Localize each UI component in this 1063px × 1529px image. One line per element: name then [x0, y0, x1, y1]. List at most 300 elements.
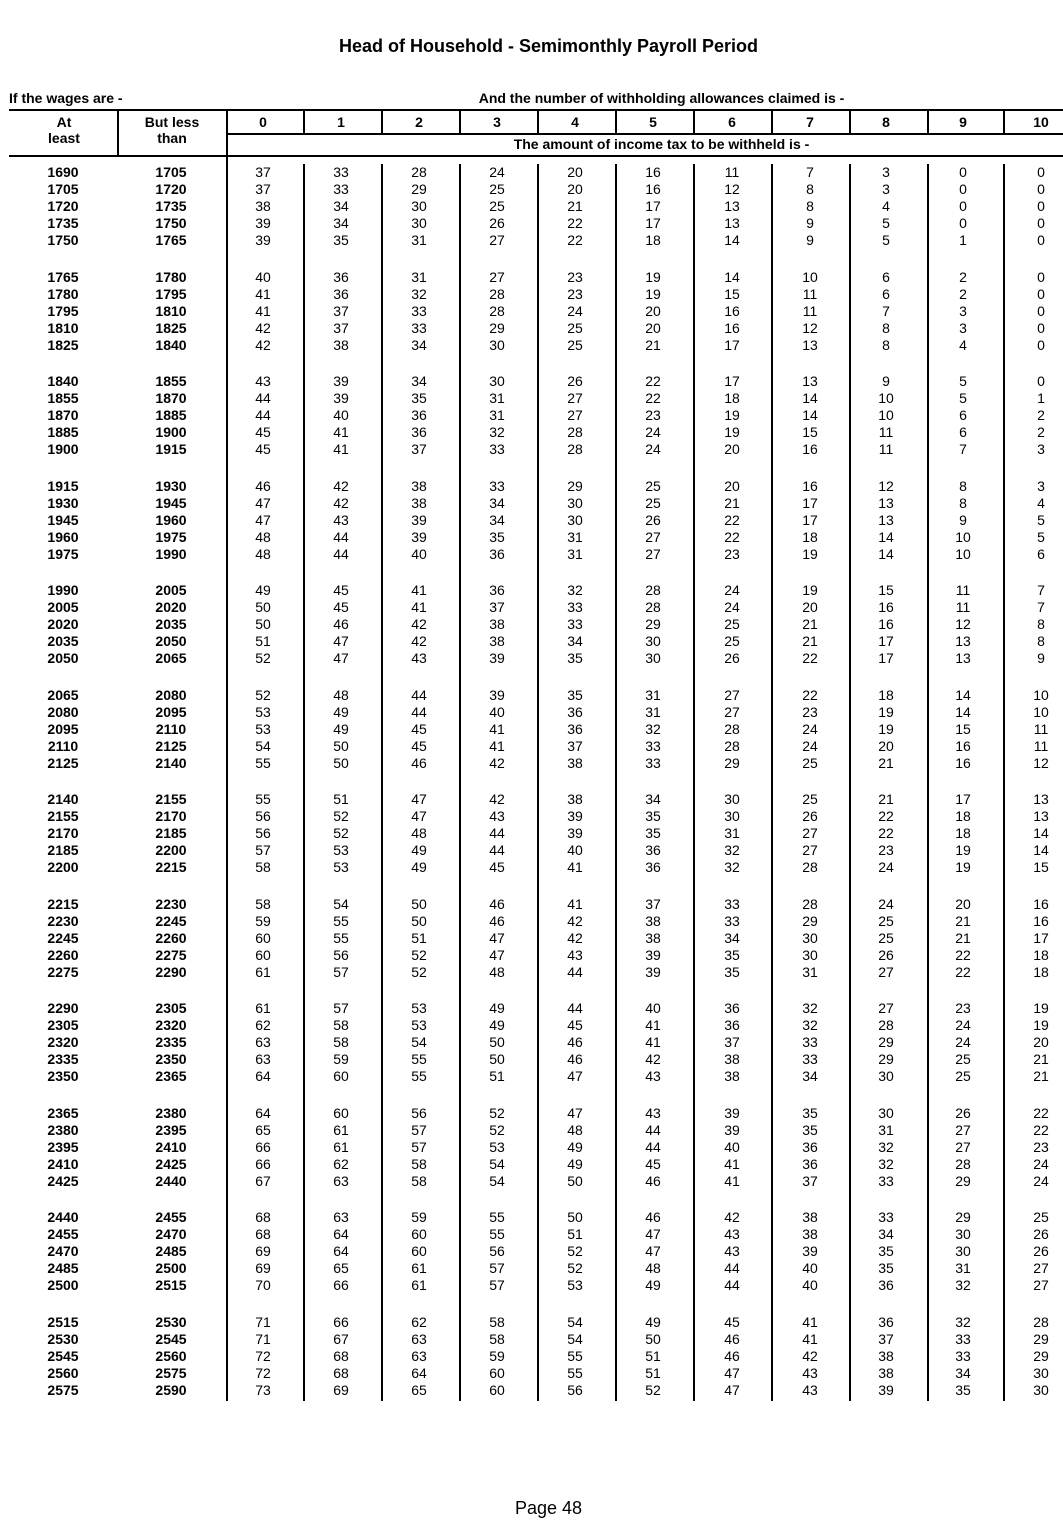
tax-cell: 12 [878, 477, 894, 494]
tax-cell: 38 [645, 912, 661, 929]
tax-cell: 34 [489, 494, 505, 511]
tax-cell: 36 [489, 545, 505, 562]
tax-cell: 34 [411, 336, 427, 353]
tax-cell: 11 [1033, 737, 1049, 754]
tax-cell: 41 [567, 859, 583, 876]
tax-cell: 47 [645, 1243, 661, 1260]
column-rule [117, 111, 119, 155]
tax-cell: 51 [411, 929, 427, 946]
tax-cell: 44 [411, 703, 427, 720]
tax-cell: 37 [333, 302, 349, 319]
tax-cell: 27 [567, 407, 583, 424]
tax-cell: 41 [411, 599, 427, 616]
tax-cell: 35 [802, 1121, 818, 1138]
tax-cell: 5 [1037, 511, 1045, 528]
at-least-cell: 2530 [47, 1330, 79, 1347]
but-less-cell: 2560 [155, 1347, 187, 1364]
tax-cell: 43 [802, 1364, 818, 1381]
tax-cell: 29 [411, 181, 427, 198]
header-column-rule [381, 111, 383, 133]
tax-cell: 25 [724, 633, 740, 650]
but-less-cell: 2545 [155, 1330, 187, 1347]
tax-cell: 42 [489, 791, 505, 807]
tax-cell: 29 [645, 616, 661, 633]
tax-cell: 53 [489, 1138, 505, 1155]
at-least-line2: least [48, 130, 80, 146]
tax-cell: 45 [411, 720, 427, 737]
tax-cell: 20 [724, 441, 740, 458]
tax-cell: 58 [411, 1172, 427, 1189]
tax-cell: 39 [255, 232, 271, 249]
tax-cell: 24 [878, 895, 894, 912]
at-least-cell: 2215 [47, 895, 79, 912]
at-least-cell: 2110 [47, 737, 79, 754]
tax-cell: 36 [724, 1017, 740, 1034]
tax-cell: 24 [645, 441, 661, 458]
tax-cell: 19 [1033, 1017, 1049, 1034]
at-least-cell: 2095 [47, 720, 79, 737]
tax-cell: 30 [1033, 1364, 1049, 1381]
but-less-cell: 1810 [155, 302, 187, 319]
tax-cell: 19 [645, 268, 661, 285]
tax-cell: 47 [411, 808, 427, 825]
tax-cell: 6 [1037, 545, 1045, 562]
tax-cell: 15 [878, 582, 894, 598]
at-least-cell: 1840 [47, 373, 79, 389]
tax-cell: 33 [567, 616, 583, 633]
tax-cell: 39 [489, 686, 505, 703]
tax-cell: 59 [489, 1347, 505, 1364]
tax-cell: 31 [802, 963, 818, 980]
tax-cell: 52 [567, 1260, 583, 1277]
tax-cell: 25 [489, 181, 505, 198]
tax-cell: 24 [489, 164, 505, 180]
header-column-rule [1003, 111, 1005, 133]
tax-cell: 32 [489, 424, 505, 441]
tax-cell: 36 [645, 842, 661, 859]
tax-cell: 46 [255, 477, 271, 494]
but-less-cell: 2335 [155, 1034, 187, 1051]
tax-cell: 47 [333, 650, 349, 667]
tax-cell: 37 [255, 164, 271, 180]
header-column-rule [771, 111, 773, 133]
tax-cell: 59 [255, 912, 271, 929]
but-less-cell: 1960 [155, 511, 187, 528]
tax-cell: 0 [1037, 198, 1045, 215]
tax-cell: 34 [411, 373, 427, 389]
tax-cell: 21 [878, 791, 894, 807]
tax-cell: 57 [489, 1260, 505, 1277]
tax-cell: 23 [645, 407, 661, 424]
but-less-cell: 1735 [155, 198, 187, 215]
tax-cell: 18 [1033, 963, 1049, 980]
but-less-cell: 2500 [155, 1260, 187, 1277]
tax-cell: 30 [645, 633, 661, 650]
tax-cell: 13 [724, 215, 740, 232]
tax-cell: 13 [724, 198, 740, 215]
tax-cell: 1 [959, 232, 967, 249]
tax-cell: 36 [878, 1313, 894, 1330]
tax-cell: 34 [333, 215, 349, 232]
but-less-cell: 2485 [155, 1243, 187, 1260]
but-less-cell: 2290 [155, 963, 187, 980]
tax-cell: 41 [645, 1017, 661, 1034]
tax-cell: 36 [333, 285, 349, 302]
tax-cell: 52 [255, 686, 271, 703]
tax-cell: 51 [567, 1226, 583, 1243]
tax-cell: 18 [955, 808, 971, 825]
tax-cell: 28 [724, 720, 740, 737]
tax-cell: 53 [567, 1277, 583, 1294]
tax-cell: 54 [489, 1155, 505, 1172]
tax-cell: 13 [955, 633, 971, 650]
tax-cell: 17 [802, 494, 818, 511]
tax-cell: 24 [724, 582, 740, 598]
tax-cell: 28 [802, 859, 818, 876]
tax-cell: 0 [959, 198, 967, 215]
but-less-cell: 2365 [155, 1068, 187, 1085]
tax-cell: 44 [333, 528, 349, 545]
tax-cell: 25 [567, 319, 583, 336]
tax-cell: 39 [411, 528, 427, 545]
tax-cell: 19 [802, 582, 818, 598]
but-less-cell: 1840 [155, 336, 187, 353]
tax-cell: 25 [802, 791, 818, 807]
tax-cell: 27 [724, 686, 740, 703]
at-least-cell: 2290 [47, 1000, 79, 1016]
tax-cell: 43 [645, 1104, 661, 1121]
tax-cell: 7 [806, 164, 814, 180]
tax-cell: 30 [1033, 1381, 1049, 1398]
tax-cell: 23 [567, 268, 583, 285]
tax-cell: 36 [411, 407, 427, 424]
tax-cell: 39 [567, 808, 583, 825]
tax-cell: 38 [802, 1209, 818, 1225]
table-header-bottom-rule [9, 155, 1063, 157]
tax-cell: 9 [882, 373, 890, 389]
tax-cell: 10 [1033, 686, 1049, 703]
tax-cell: 14 [724, 232, 740, 249]
tax-cell: 6 [882, 268, 890, 285]
allowance-col-header: 8 [882, 114, 890, 130]
tax-cell: 21 [878, 754, 894, 771]
tax-cell: 0 [1037, 268, 1045, 285]
at-least-cell: 1735 [47, 215, 79, 232]
tax-cell: 50 [489, 1034, 505, 1051]
tax-cell: 50 [255, 599, 271, 616]
tax-cell: 64 [333, 1226, 349, 1243]
but-less-cell: 2515 [155, 1277, 187, 1294]
at-least-cell: 1720 [47, 198, 79, 215]
tax-cell: 38 [411, 477, 427, 494]
tax-cell: 35 [567, 686, 583, 703]
tax-cell: 9 [959, 511, 967, 528]
at-least-cell: 2485 [47, 1260, 79, 1277]
tax-cell: 0 [959, 164, 967, 180]
tax-cell: 30 [489, 373, 505, 389]
tax-cell: 35 [724, 946, 740, 963]
tax-cell: 38 [411, 494, 427, 511]
tax-cell: 16 [878, 599, 894, 616]
tax-cell: 43 [724, 1226, 740, 1243]
tax-cell: 52 [411, 963, 427, 980]
tax-cell: 9 [1037, 650, 1045, 667]
tax-cell: 38 [489, 633, 505, 650]
tax-cell: 69 [333, 1381, 349, 1398]
tax-cell: 8 [1037, 616, 1045, 633]
tax-cell: 30 [567, 494, 583, 511]
but-less-cell: 1915 [155, 441, 187, 458]
at-least-cell: 1990 [47, 582, 79, 598]
tax-cell: 44 [255, 390, 271, 407]
at-least-cell: 2350 [47, 1068, 79, 1085]
tax-cell: 47 [567, 1104, 583, 1121]
at-least-cell: 2470 [47, 1243, 79, 1260]
at-least-cell: 1780 [47, 285, 79, 302]
at-least-cell: 2230 [47, 912, 79, 929]
tax-cell: 25 [878, 912, 894, 929]
tax-cell: 50 [567, 1209, 583, 1225]
tax-cell: 64 [333, 1243, 349, 1260]
tax-cell: 49 [411, 842, 427, 859]
tax-cell: 41 [411, 582, 427, 598]
tax-cell: 16 [645, 181, 661, 198]
tax-cell: 49 [567, 1138, 583, 1155]
but-less-cell: 2305 [155, 1000, 187, 1016]
tax-cell: 36 [645, 859, 661, 876]
tax-cell: 28 [645, 582, 661, 598]
tax-cell: 58 [255, 895, 271, 912]
tax-cell: 50 [645, 1330, 661, 1347]
tax-cell: 39 [489, 650, 505, 667]
tax-cell: 18 [955, 825, 971, 842]
tax-cell: 32 [411, 285, 427, 302]
tax-cell: 27 [645, 545, 661, 562]
tax-cell: 14 [724, 268, 740, 285]
tax-cell: 66 [333, 1313, 349, 1330]
tax-cell: 20 [955, 895, 971, 912]
tax-cell: 66 [255, 1155, 271, 1172]
tax-cell: 53 [255, 720, 271, 737]
tax-cell: 27 [489, 232, 505, 249]
tax-cell: 2 [1037, 424, 1045, 441]
tax-cell: 51 [255, 633, 271, 650]
but-less-cell: 1750 [155, 215, 187, 232]
tax-cell: 52 [255, 650, 271, 667]
but-less-cell: 2035 [155, 616, 187, 633]
tax-cell: 27 [802, 842, 818, 859]
at-least-cell: 2260 [47, 946, 79, 963]
tax-cell: 34 [955, 1364, 971, 1381]
tax-cell: 3 [882, 164, 890, 180]
tax-cell: 27 [645, 528, 661, 545]
tax-cell: 7 [959, 441, 967, 458]
tax-cell: 46 [724, 1347, 740, 1364]
tax-cell: 36 [567, 720, 583, 737]
tax-cell: 37 [567, 737, 583, 754]
tax-cell: 28 [724, 737, 740, 754]
tax-cell: 35 [955, 1381, 971, 1398]
tax-cell: 8 [959, 477, 967, 494]
tax-cell: 10 [1033, 703, 1049, 720]
tax-cell: 25 [567, 336, 583, 353]
tax-cell: 59 [333, 1051, 349, 1068]
column-header-at-least [9, 114, 119, 146]
tax-cell: 30 [955, 1243, 971, 1260]
tax-cell: 28 [955, 1155, 971, 1172]
tax-cell: 44 [255, 407, 271, 424]
tax-cell: 45 [489, 859, 505, 876]
tax-cell: 25 [645, 477, 661, 494]
tax-cell: 45 [645, 1155, 661, 1172]
tax-cell: 27 [802, 825, 818, 842]
tax-cell: 35 [567, 650, 583, 667]
tax-cell: 47 [645, 1226, 661, 1243]
tax-cell: 34 [489, 511, 505, 528]
tax-cell: 3 [882, 181, 890, 198]
tax-cell: 48 [489, 963, 505, 980]
tax-cell: 41 [489, 737, 505, 754]
tax-cell: 46 [645, 1172, 661, 1189]
tax-cell: 18 [645, 232, 661, 249]
tax-cell: 22 [878, 825, 894, 842]
tax-cell: 22 [567, 232, 583, 249]
allowance-col-header: 9 [959, 114, 967, 130]
tax-cell: 61 [333, 1121, 349, 1138]
tax-cell: 48 [645, 1260, 661, 1277]
tax-cell: 29 [489, 319, 505, 336]
tax-cell: 11 [878, 424, 894, 441]
tax-cell: 70 [255, 1277, 271, 1294]
but-less-cell: 1765 [155, 232, 187, 249]
tax-cell: 66 [333, 1277, 349, 1294]
tax-cell: 50 [411, 895, 427, 912]
column-rule [459, 164, 461, 1401]
tax-cell: 30 [724, 791, 740, 807]
tax-cell: 41 [802, 1330, 818, 1347]
tax-cell: 20 [878, 737, 894, 754]
tax-cell: 57 [255, 842, 271, 859]
but-less-line1: But less [144, 114, 200, 130]
at-least-cell: 1945 [47, 511, 79, 528]
but-less-cell: 2005 [155, 582, 187, 598]
tax-cell: 43 [411, 650, 427, 667]
at-least-cell: 1960 [47, 528, 79, 545]
at-least-cell: 2575 [47, 1381, 79, 1398]
tax-cell: 16 [1033, 895, 1049, 912]
tax-cell: 16 [645, 164, 661, 180]
tax-cell: 41 [255, 302, 271, 319]
tax-cell: 24 [878, 859, 894, 876]
tax-cell: 54 [489, 1172, 505, 1189]
tax-cell: 38 [255, 198, 271, 215]
tax-cell: 43 [645, 1068, 661, 1085]
at-least-cell: 2395 [47, 1138, 79, 1155]
tax-cell: 60 [333, 1104, 349, 1121]
tax-cell: 28 [645, 599, 661, 616]
tax-cell: 29 [802, 912, 818, 929]
tax-cell: 31 [645, 703, 661, 720]
at-least-cell: 2335 [47, 1051, 79, 1068]
tax-cell: 63 [411, 1330, 427, 1347]
tax-cell: 21 [802, 633, 818, 650]
tax-cell: 50 [333, 754, 349, 771]
tax-cell: 11 [878, 441, 894, 458]
tax-cell: 40 [255, 268, 271, 285]
tax-cell: 46 [724, 1330, 740, 1347]
tax-cell: 5 [959, 390, 967, 407]
tax-cell: 33 [333, 181, 349, 198]
at-least-cell: 1855 [47, 390, 79, 407]
but-less-cell: 2380 [155, 1104, 187, 1121]
tax-cell: 17 [645, 215, 661, 232]
tax-cell: 16 [724, 302, 740, 319]
tax-cell: 49 [645, 1277, 661, 1294]
tax-cell: 22 [878, 808, 894, 825]
tax-cell: 27 [878, 1000, 894, 1016]
at-least-cell: 1810 [47, 319, 79, 336]
tax-cell: 19 [802, 545, 818, 562]
tax-cell: 6 [959, 424, 967, 441]
tax-cell: 60 [255, 929, 271, 946]
tax-cell: 22 [955, 946, 971, 963]
tax-cell: 5 [959, 373, 967, 389]
at-least-cell: 2125 [47, 754, 79, 771]
tax-cell: 27 [567, 390, 583, 407]
tax-cell: 41 [255, 285, 271, 302]
tax-cell: 56 [333, 946, 349, 963]
tax-cell: 17 [724, 336, 740, 353]
tax-cell: 20 [802, 599, 818, 616]
tax-cell: 30 [955, 1226, 971, 1243]
tax-cell: 56 [255, 825, 271, 842]
tax-cell: 30 [489, 336, 505, 353]
but-less-cell: 2155 [155, 791, 187, 807]
tax-cell: 37 [489, 599, 505, 616]
tax-cell: 12 [802, 319, 818, 336]
tax-cell: 41 [724, 1155, 740, 1172]
tax-cell: 45 [333, 599, 349, 616]
tax-cell: 10 [878, 407, 894, 424]
tax-cell: 62 [333, 1155, 349, 1172]
column-rule [615, 164, 617, 1401]
tax-cell: 38 [645, 929, 661, 946]
tax-cell: 45 [411, 737, 427, 754]
tax-cell: 37 [878, 1330, 894, 1347]
tax-cell: 11 [724, 164, 740, 180]
tax-cell: 2 [959, 285, 967, 302]
at-least-cell: 1825 [47, 336, 79, 353]
tax-cell: 31 [411, 232, 427, 249]
tax-cell: 44 [724, 1277, 740, 1294]
tax-cell: 26 [645, 511, 661, 528]
tax-cell: 64 [411, 1364, 427, 1381]
tax-cell: 25 [955, 1068, 971, 1085]
tax-cell: 32 [724, 859, 740, 876]
tax-cell: 34 [333, 198, 349, 215]
tax-cell: 68 [333, 1364, 349, 1381]
but-less-cell: 2470 [155, 1226, 187, 1243]
tax-cell: 26 [955, 1104, 971, 1121]
tax-cell: 54 [567, 1313, 583, 1330]
tax-cell: 57 [411, 1138, 427, 1155]
tax-cell: 45 [255, 424, 271, 441]
tax-cell: 15 [955, 720, 971, 737]
tax-cell: 19 [878, 720, 894, 737]
tax-cell: 57 [411, 1121, 427, 1138]
tax-cell: 40 [333, 407, 349, 424]
tax-cell: 35 [645, 808, 661, 825]
